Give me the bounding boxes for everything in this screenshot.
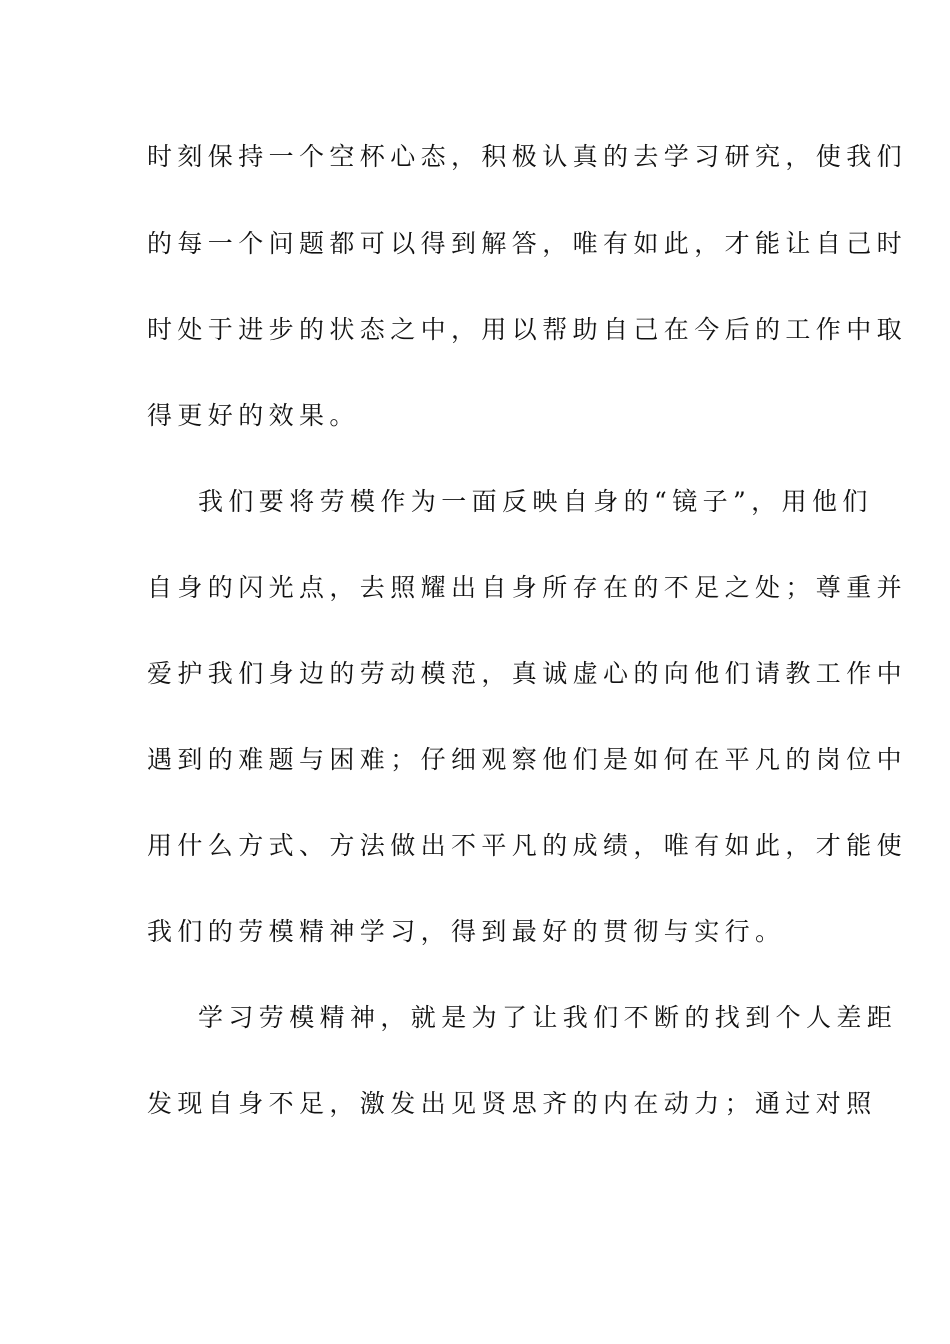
text-line: 我们的劳模精神学习，得到最好的贯彻与实行。 [147,917,786,946]
paragraph-first-line: 学习劳模精神，就是为了让我们不断的找到个人差距 [198,1003,898,1032]
text-line: 爱护我们身边的劳动模范，真诚虚心的向他们请教工作中 [147,659,908,688]
paragraph-first-line: 我们要将劳模作为一面反映自身的“镜子”，用他们 [198,487,873,516]
text-line: 遇到的难题与困难；仔细观察他们是如何在平凡的岗位中 [147,745,908,774]
text-line: 的每一个问题都可以得到解答，唯有如此，才能让自己时 [147,229,908,258]
text-line: 时处于进步的状态之中，用以帮助自己在今后的工作中取 [147,315,908,344]
text-line: 发现自身不足，激发出见贤思齐的内在动力；通过对照 [147,1089,877,1118]
text-line: 时刻保持一个空杯心态，积极认真的去学习研究，使我们 [147,142,908,171]
text-line: 得更好的效果。 [147,401,360,430]
text-line: 用什么方式、方法做出不平凡的成绩，唯有如此，才能使 [147,831,908,860]
text-line: 自身的闪光点，去照耀出自身所存在的不足之处；尊重并 [147,573,908,602]
